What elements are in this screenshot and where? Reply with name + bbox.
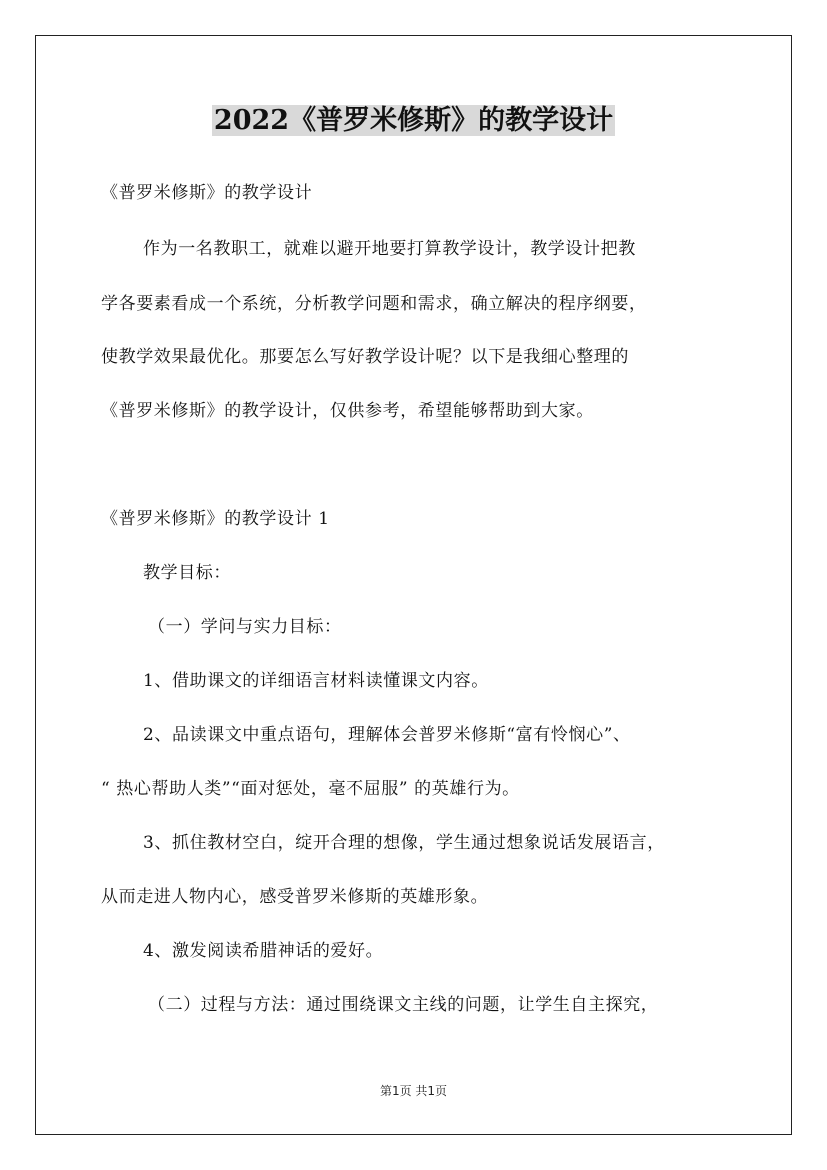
page-number: 第1页 共1页 [379, 1084, 448, 1098]
section-line: 2、品读课文中重点语句，理解体会普罗米修斯“富有怜悯心”、 [143, 725, 631, 745]
intro-line: 使教学效果最优化。那要怎么写好教学设计呢？以下是我细心整理的 [101, 347, 629, 367]
section-line: （一）学问与实力目标： [148, 617, 342, 637]
section-line: 从而走进人物内心，感受普罗米修斯的英雄形象。 [101, 887, 489, 907]
section-line: 教学目标： [143, 563, 231, 583]
section-line: （二）过程与方法：通过围绕课文主线的问题，让学生自主探究， [148, 995, 659, 1015]
intro-line: 作为一名教职工，就难以避开地要打算教学设计，教学设计把教 [143, 239, 636, 259]
section-line: 1、借助课文的详细语言材料读懂课文内容。 [143, 671, 489, 691]
intro-line: 学各要素看成一个系统，分析教学问题和需求，确立解决的程序纲要， [101, 294, 647, 314]
section-line: “ 热心帮助人类”“面对惩处，毫不屈服” 的英雄行为。 [101, 779, 520, 799]
document-title: 2022《普罗米修斯》的教学设计 [213, 105, 614, 136]
section-heading: 《普罗米修斯》的教学设计 1 [101, 509, 330, 529]
section-line: 4、激发阅读希腊神话的爱好。 [143, 941, 384, 961]
intro-heading: 《普罗米修斯》的教学设计 [101, 183, 313, 203]
section-line: 3、抓住教材空白，绽开合理的想像，学生通过想象说话发展语言， [143, 833, 665, 853]
intro-line: 《普罗米修斯》的教学设计，仅供参考，希望能够帮助到大家。 [101, 401, 594, 421]
